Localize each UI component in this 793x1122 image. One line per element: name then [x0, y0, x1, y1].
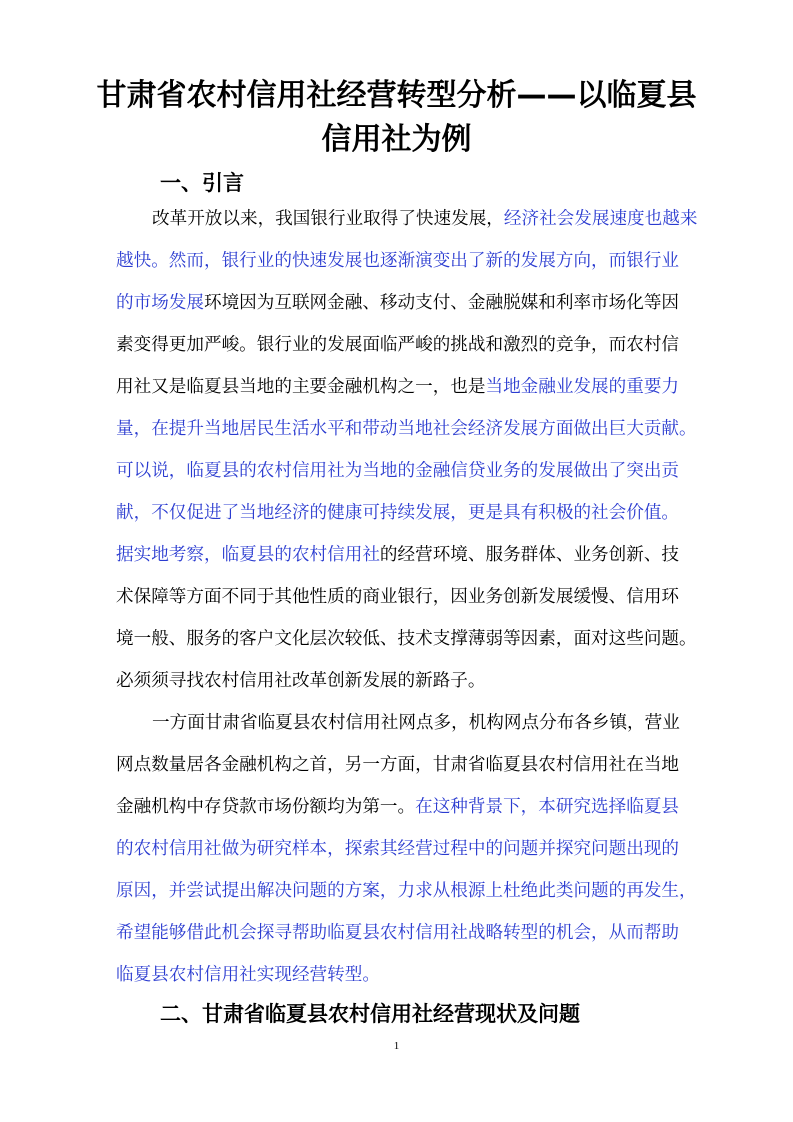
- body-text: 网点数量居各金融机构之首，另一方面，甘肃省临夏县农村信用社在当地: [116, 755, 680, 775]
- text-line: [116, 576, 681, 618]
- text-line: [116, 282, 681, 324]
- section-heading-intro: 一、引言: [160, 171, 244, 195]
- paragraph-intro-2: [116, 702, 697, 996]
- text-line: [116, 492, 681, 534]
- body-text: 的经营环境、服务群体、业务创新、技: [379, 545, 680, 565]
- section-heading-status: 二、甘肃省临夏县农村信用社经营现状及问题: [160, 1002, 580, 1026]
- paragraph-intro-1: [116, 198, 698, 702]
- text-line: [116, 198, 698, 240]
- body-text: 改革开放以来，我国银行业取得了快速发展，: [152, 209, 504, 229]
- highlighted-text: 献，不仅促进了当地经济的健康可持续发展，更是具有积极的社会价值。: [116, 503, 680, 523]
- text-line: [116, 912, 681, 954]
- text-line: [116, 786, 681, 828]
- highlighted-text: 越快。然而，银行业的快速发展也逐渐演变出了新的发展方向，而银行业: [116, 251, 680, 271]
- title-line-1: 甘肃省农村信用社经营转型分析——以临夏县: [96, 78, 697, 113]
- body-text: 一方面甘肃省临夏县农村信用社网点多，机构网点分布各乡镇，营业: [152, 713, 680, 733]
- page-number: 1: [393, 1040, 400, 1052]
- text-line: [116, 702, 681, 744]
- body-text: 用社又是临夏县当地的主要金融机构之一，也是: [116, 377, 486, 397]
- text-line: [116, 618, 697, 660]
- highlighted-text: 原因，并尝试提出解决问题的方案，力求从根源上杜绝此类问题的再发生，: [116, 881, 697, 901]
- highlighted-text: 希望能够借此机会探寻帮助临夏县农村信用社战略转型的机会，从而帮助: [116, 923, 680, 943]
- highlighted-text: 经济社会发展速度也越来: [503, 209, 698, 229]
- document-title: [95, 74, 698, 162]
- text-line: [116, 324, 681, 366]
- text-line: [116, 240, 681, 282]
- body-text: 境一般、服务的客户文化层次较低、技术支撑薄弱等因素，面对这些问题。: [116, 629, 697, 649]
- body-text: 环境因为互联网金融、移动支付、金融脱媒和利率市场化等因: [203, 293, 680, 313]
- highlighted-text: 的市场发展: [116, 293, 204, 313]
- highlighted-text: 当地金融业发展的重要力: [485, 377, 680, 397]
- title-line-2: 信用社为例: [321, 122, 472, 157]
- text-line: [116, 450, 681, 492]
- text-line: [116, 954, 681, 996]
- body-text: 素变得更加严峻。银行业的发展面临严峻的挑战和激烈的竞争，而农村信: [116, 335, 680, 355]
- body-text: 金融机构中存贷款市场份额均为第一。: [116, 797, 416, 817]
- text-line: [116, 744, 681, 786]
- text-line: [116, 660, 681, 702]
- text-line: [116, 828, 681, 870]
- highlighted-text: 的农村信用社做为研究样本，探索其经营过程中的问题并探究问题出现的: [116, 839, 680, 859]
- text-line: [116, 534, 681, 576]
- highlighted-text: 据实地考察，临夏县的农村信用社: [116, 545, 380, 565]
- highlighted-text: 可以说，临夏县的农村信用社为当地的金融信贷业务的发展做出了突出贡: [116, 461, 680, 481]
- highlighted-text: 量，在提升当地居民生活水平和带动当地社会经济发展方面做出巨大贡献。: [116, 419, 697, 439]
- highlighted-text: 临夏县农村信用社实现经营转型。: [116, 965, 380, 985]
- text-line: [116, 366, 681, 408]
- text-line: [116, 870, 697, 912]
- text-line: [116, 408, 697, 450]
- highlighted-text: 在这种背景下，本研究选择临夏县: [415, 797, 680, 817]
- body-text: 必须须寻找农村信用社改革创新发展的新路子。: [116, 671, 486, 691]
- body-text: 术保障等方面不同于其他性质的商业银行，因业务创新发展缓慢、信用环: [116, 587, 680, 607]
